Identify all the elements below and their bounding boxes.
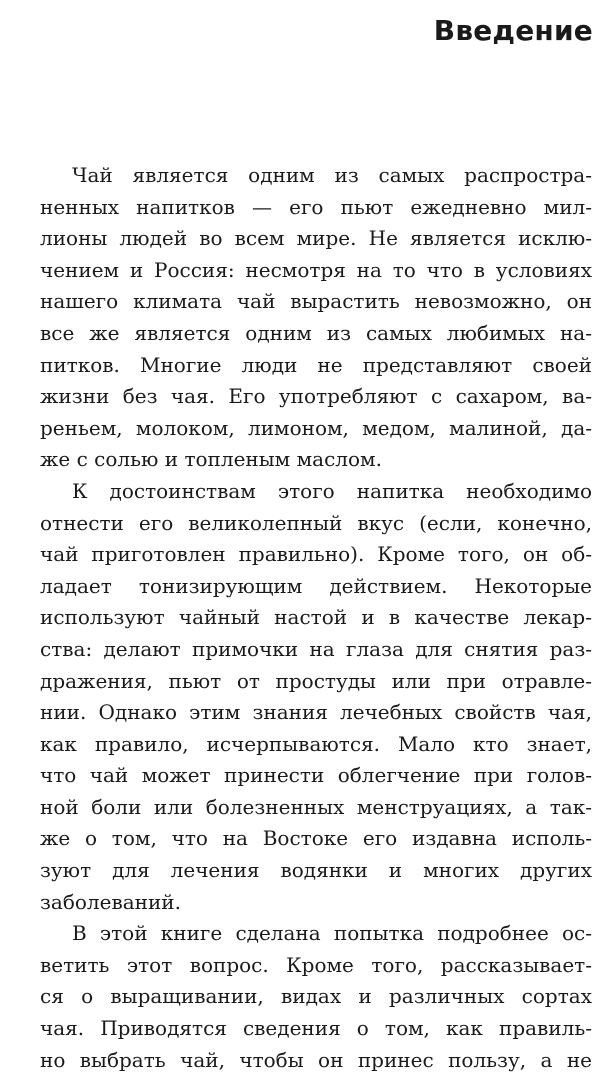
text-line: чая. Приводятся сведения о том, как правиль- <box>40 1016 592 1041</box>
text-line: зуют для лечения водянки и многих других <box>40 858 592 883</box>
text-line: заболеваний. <box>40 889 181 914</box>
text-line: В этой книге сделана попытка подробнее ос- <box>72 921 592 946</box>
text-line: жизни без чая. Его употребляют с сахаром, ва- <box>40 384 592 409</box>
text-line: ладает тонизирующим действием. Некоторые <box>40 573 592 598</box>
text-line: питков. Многие люди не представляют своей <box>40 352 592 377</box>
text-line: Чай является одним из самых распростра- <box>72 163 592 187</box>
text-line: что чай может принести облегчение при голов- <box>40 763 592 788</box>
text-line: используют чайный настой и в качестве лекар- <box>40 605 592 630</box>
text-line: дражения, пьют от простуды или при отравле- <box>40 668 592 693</box>
text-line: же с солью и топленым маслом. <box>40 447 382 472</box>
text-line: чением и Россия: несмотря на то что в условиях <box>40 257 592 282</box>
text-line: же о том, что на Востоке его издавна исполь- <box>40 826 592 851</box>
text-line: чай приготовлен правильно). Кроме того, он об- <box>40 542 592 567</box>
text-line: все же является одним из самых любимых на- <box>40 320 592 345</box>
text-line: лионы людей во всем мире. Не является исклю- <box>40 226 592 251</box>
text-line: ства: делают примочки на глаза для снятия раз- <box>40 636 592 661</box>
paragraph-1 <box>40 160 592 476</box>
text-line: ся о выращивании, видах и различных сортах <box>40 984 592 1009</box>
text-line: реньем, молоком, лимоном, медом, малиной, да- <box>40 415 592 440</box>
text-line: как правило, исчерпываются. Мало кто знает, <box>40 731 592 756</box>
text-line: К достоинствам этого напитка необходимо <box>72 478 592 503</box>
body-text <box>40 160 592 1076</box>
text-line: ненных напитков — его пьют ежедневно мил- <box>40 194 592 219</box>
text-line: ной боли или болезненных менструациях, а так- <box>40 794 592 819</box>
text-line: отнести его великолепный вкус (если, конечно, <box>40 510 592 535</box>
page-title: Введение <box>433 14 593 47</box>
text-line: нии. Однако этим знания лечебных свойств чая, <box>40 700 592 725</box>
paragraph-3 <box>40 918 592 1076</box>
text-line: нашего климата чай вырастить невозможно, он <box>40 289 592 314</box>
text-line: ветить этот вопрос. Кроме того, рассказывает- <box>40 952 592 977</box>
paragraph-2 <box>40 476 592 918</box>
text-line: но выбрать чай, чтобы он принес пользу, а не <box>40 1047 592 1072</box>
